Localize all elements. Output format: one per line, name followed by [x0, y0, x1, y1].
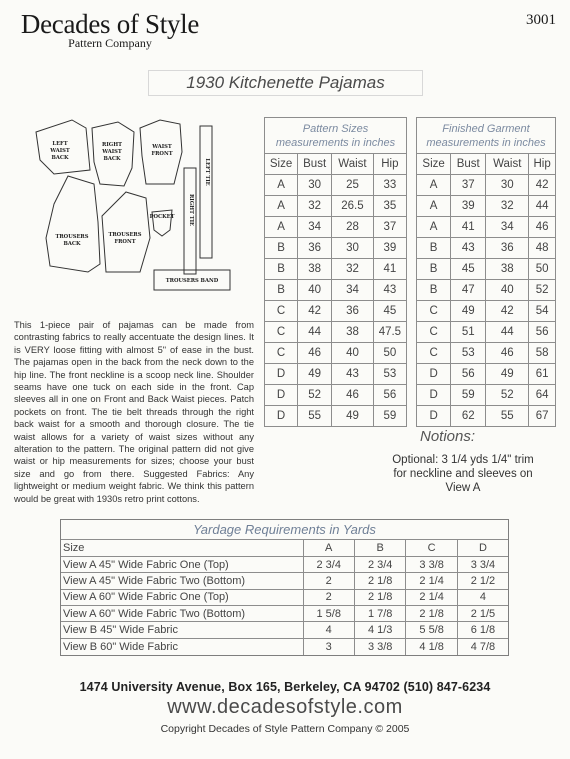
yardage-cell: 3: [303, 638, 354, 654]
notions-text: Optional: 3 1/4 yds 1/4" trim for neckline and sleeves on View A: [392, 454, 534, 494]
yardage-cell: 3 3/4: [457, 556, 508, 572]
finished-garment-table: [416, 117, 556, 427]
column-header: Size: [61, 540, 303, 556]
yardage-table-box: [60, 519, 509, 656]
svg-text:BACK: BACK: [63, 241, 81, 247]
table-cell: 48: [529, 238, 556, 259]
table-row: [265, 364, 407, 385]
table-row: [265, 301, 407, 322]
table-cell: 40: [486, 280, 529, 301]
table-cell: 34: [332, 280, 374, 301]
pattern-sizes-body: [265, 154, 407, 427]
table-cell: C: [417, 322, 451, 343]
copyright: Copyright Decades of Style Pattern Company © 2005: [160, 723, 410, 735]
table-cell: 50: [529, 259, 556, 280]
table-cell: 53: [451, 343, 486, 364]
table-cell: 64: [529, 385, 556, 406]
table-cell: 52: [298, 385, 332, 406]
table-cell: 38: [298, 259, 332, 280]
fabric-label: View A 60" Wide Fabric One (Top): [61, 589, 303, 605]
pattern-sizes-table: [264, 117, 407, 427]
column-header: Hip: [529, 154, 556, 175]
yardage-cell: 2 1/4: [406, 573, 457, 589]
yardage-body: [61, 540, 508, 655]
table-cell: A: [265, 217, 298, 238]
yardage-cell: 2 1/8: [354, 573, 405, 589]
table-cell: 50: [373, 343, 406, 364]
table-cell: 32: [332, 259, 374, 280]
yardage-cell: 4 1/3: [354, 622, 405, 638]
table-cell: 26.5: [332, 196, 374, 217]
table-row: [417, 385, 556, 406]
table-row: [265, 322, 407, 343]
table-cell: 59: [373, 406, 406, 427]
yardage-header-row: [61, 540, 508, 556]
finished-garment-body: [417, 154, 556, 427]
fabric-label: View B 45" Wide Fabric: [61, 622, 303, 638]
table-cell: 49: [298, 364, 332, 385]
svg-text:POCKET: POCKET: [149, 214, 175, 220]
table-cell: 46: [486, 343, 529, 364]
table-cell: A: [417, 196, 451, 217]
table-cell: A: [265, 175, 298, 196]
svg-text:TROUSERS: TROUSERS: [108, 232, 142, 238]
table-cell: 42: [529, 175, 556, 196]
finished-garment-caption: [417, 118, 556, 154]
table-cell: 40: [332, 343, 374, 364]
fabric-label: View A 60" Wide Fabric Two (Bottom): [61, 606, 303, 622]
table-cell: A: [417, 175, 451, 196]
table-row: [417, 322, 556, 343]
yardage-cell: 2 3/4: [354, 556, 405, 572]
yardage-title: Yardage Requirements in Yards: [61, 520, 508, 540]
table-cell: 38: [486, 259, 529, 280]
piece-left-tie: [200, 126, 212, 258]
table-cell: D: [417, 364, 451, 385]
table-cell: 67: [529, 406, 556, 427]
brand-name: Decades of Style: [20, 9, 200, 39]
table-cell: C: [417, 343, 451, 364]
table-row: [417, 406, 556, 427]
yardage-cell: 1 5/8: [303, 606, 354, 622]
table-cell: 42: [486, 301, 529, 322]
yardage-cell: 4: [303, 622, 354, 638]
yardage-row: [61, 638, 508, 654]
svg-text:RIGHT: RIGHT: [102, 142, 122, 148]
yardage-cell: 2 1/8: [354, 589, 405, 605]
table-cell: 36: [486, 238, 529, 259]
table-row: [417, 196, 556, 217]
yardage-cell: 1 7/8: [354, 606, 405, 622]
yardage-cell: 2 1/4: [406, 589, 457, 605]
yardage-cell: 6 1/8: [457, 622, 508, 638]
table-row: [417, 259, 556, 280]
table-cell: 37: [451, 175, 486, 196]
table-cell: 49: [486, 364, 529, 385]
table-cell: 58: [529, 343, 556, 364]
yardage-cell: 4 1/8: [406, 638, 457, 654]
table-cell: 43: [373, 280, 406, 301]
yardage-cell: 3 3/8: [354, 638, 405, 654]
yardage-cell: 2 3/4: [303, 556, 354, 572]
yardage-cell: 2 1/8: [406, 606, 457, 622]
table-cell: 49: [332, 406, 374, 427]
column-header: Size: [265, 154, 298, 175]
column-header: Waist: [486, 154, 529, 175]
table-cell: 34: [298, 217, 332, 238]
pattern-number: 3001: [526, 12, 556, 28]
table-cell: 59: [451, 385, 486, 406]
table-header-row: [265, 154, 407, 175]
table-cell: 39: [451, 196, 486, 217]
fabric-label: View A 45" Wide Fabric Two (Bottom): [61, 573, 303, 589]
svg-text:WAIST: WAIST: [102, 149, 122, 155]
table-row: [265, 385, 407, 406]
table-cell: 61: [529, 364, 556, 385]
yardage-cell: 2 1/2: [457, 573, 508, 589]
table-row: [265, 343, 407, 364]
caption-line-1: Finished Garment: [442, 123, 530, 135]
table-cell: 51: [451, 322, 486, 343]
table-row: [265, 175, 407, 196]
piece-left-waist-back: [36, 120, 90, 174]
piece-trousers-back: [46, 176, 100, 272]
fabric-label: View A 45" Wide Fabric One (Top): [61, 556, 303, 572]
table-cell: 43: [332, 364, 374, 385]
yardage-row: [61, 573, 508, 589]
table-cell: B: [417, 259, 451, 280]
column-header: D: [457, 540, 508, 556]
table-row: [417, 217, 556, 238]
svg-text:RIGHT TIE: RIGHT TIE: [188, 194, 194, 226]
table-cell: 30: [486, 175, 529, 196]
table-cell: 30: [332, 238, 374, 259]
table-cell: A: [265, 196, 298, 217]
table-cell: 46: [298, 343, 332, 364]
table-cell: 52: [486, 385, 529, 406]
table-cell: 25: [332, 175, 374, 196]
table-cell: 45: [373, 301, 406, 322]
table-cell: B: [265, 259, 298, 280]
column-header: B: [354, 540, 405, 556]
table-cell: B: [265, 280, 298, 301]
table-row: [417, 343, 556, 364]
table-cell: 44: [486, 322, 529, 343]
table-row: [417, 280, 556, 301]
fabric-label: View B 60" Wide Fabric: [61, 638, 303, 654]
table-row: [265, 196, 407, 217]
yardage-cell: 3 3/8: [406, 556, 457, 572]
table-cell: 47.5: [373, 322, 406, 343]
table-cell: 56: [529, 322, 556, 343]
table-cell: 46: [332, 385, 374, 406]
table-cell: 45: [451, 259, 486, 280]
svg-text:FRONT: FRONT: [114, 239, 136, 245]
table-row: [417, 301, 556, 322]
yardage-cell: 4: [457, 589, 508, 605]
yardage-cell: 4 7/8: [457, 638, 508, 654]
yardage-row: [61, 606, 508, 622]
table-cell: 28: [332, 217, 374, 238]
table-row: [417, 364, 556, 385]
table-cell: C: [265, 301, 298, 322]
table-cell: 55: [298, 406, 332, 427]
table-cell: 55: [486, 406, 529, 427]
table-cell: 41: [373, 259, 406, 280]
notions-title: Notions:: [420, 428, 476, 445]
column-header: A: [303, 540, 354, 556]
table-row: [265, 406, 407, 427]
caption-line-1: Pattern Sizes: [302, 123, 369, 135]
table-cell: 36: [298, 238, 332, 259]
brand-logo: [10, 10, 210, 51]
table-cell: 34: [486, 217, 529, 238]
table-cell: 46: [529, 217, 556, 238]
address: 1474 University Avenue, Box 165, Berkeley, CA 94702 (510) 847-6234: [79, 680, 491, 694]
table-cell: A: [417, 217, 451, 238]
table-cell: 43: [451, 238, 486, 259]
svg-text:BACK: BACK: [51, 155, 69, 161]
table-cell: 52: [529, 280, 556, 301]
table-cell: 56: [451, 364, 486, 385]
column-header: Waist: [332, 154, 374, 175]
svg-text:BACK: BACK: [103, 156, 121, 162]
table-cell: 40: [298, 280, 332, 301]
column-header: Bust: [298, 154, 332, 175]
svg-text:FRONT: FRONT: [151, 151, 173, 157]
table-row: [265, 259, 407, 280]
table-cell: 41: [451, 217, 486, 238]
svg-text:LEFT: LEFT: [52, 141, 68, 147]
yardage-row: [61, 589, 508, 605]
yardage-cell: 2: [303, 589, 354, 605]
column-header: C: [406, 540, 457, 556]
table-cell: 37: [373, 217, 406, 238]
table-cell: 53: [373, 364, 406, 385]
table-cell: C: [417, 301, 451, 322]
table-cell: 32: [486, 196, 529, 217]
yardage-table: [61, 540, 508, 655]
yardage-cell: 2: [303, 573, 354, 589]
table-cell: 42: [298, 301, 332, 322]
table-header-row: [417, 154, 556, 175]
caption-line-2: measurements in inches: [426, 137, 546, 149]
website-link[interactable]: www.decadesofstyle.com: [167, 696, 403, 718]
table-cell: 32: [298, 196, 332, 217]
svg-text:WAIST: WAIST: [152, 144, 172, 150]
table-row: [265, 238, 407, 259]
table-cell: D: [417, 406, 451, 427]
yardage-cell: 2 1/5: [457, 606, 508, 622]
table-cell: 56: [373, 385, 406, 406]
yardage-cell: 5 5/8: [406, 622, 457, 638]
yardage-row: [61, 556, 508, 572]
table-cell: D: [265, 406, 298, 427]
table-cell: 36: [332, 301, 374, 322]
table-cell: 39: [373, 238, 406, 259]
table-cell: C: [265, 343, 298, 364]
svg-text:WAIST: WAIST: [50, 148, 70, 154]
description-text: This 1-piece pair of pajamas can be made from contrasting fabrics to really accentuate the design lines. It is VERY loose fitting with almost 5" of ease in the bust. The pajamas open in the back from the neck down to the hip line. The front neckline is a scoop neck line. Shoulder seams have one tuck on each side in the front. Cap sleeves all in one on Front and Back Waist pieces. Patch pockets on front. The tie belt threads through the right back waist for a smooth and thorough closure. The tie waist allows for a variety of waist sizes without any alteration to the pattern. The original pattern did not give waist or hip measurements for sizes; choose your bust size and go from there. Suggested Fabrics: Any lightweight or medium weight fabric. We think this pattern would be great with 1930s retro print cottons.: [14, 320, 254, 504]
table-cell: D: [417, 385, 451, 406]
pattern-sizes-caption: [265, 118, 407, 154]
table-cell: D: [265, 364, 298, 385]
svg-text:LEFT TIE: LEFT TIE: [204, 158, 210, 186]
page-title: 1930 Kitchenette Pajamas: [148, 70, 423, 96]
svg-text:TROUSERS: TROUSERS: [55, 234, 89, 240]
table-cell: B: [265, 238, 298, 259]
table-cell: 49: [451, 301, 486, 322]
table-cell: 38: [332, 322, 374, 343]
caption-line-2: measurements in inches: [275, 137, 396, 149]
table-cell: 44: [529, 196, 556, 217]
table-row: [417, 238, 556, 259]
svg-text:TROUSERS BAND: TROUSERS BAND: [165, 278, 219, 284]
table-cell: D: [265, 385, 298, 406]
yardage-row: [61, 622, 508, 638]
table-cell: 54: [529, 301, 556, 322]
brand-subtitle: Pattern Company: [68, 36, 152, 50]
table-cell: 44: [298, 322, 332, 343]
column-header: Hip: [373, 154, 406, 175]
table-cell: 33: [373, 175, 406, 196]
table-row: [265, 280, 407, 301]
pattern-pieces-drawing: [14, 112, 252, 308]
table-cell: 62: [451, 406, 486, 427]
table-cell: B: [417, 280, 451, 301]
table-cell: 47: [451, 280, 486, 301]
column-header: Bust: [451, 154, 486, 175]
table-row: [417, 175, 556, 196]
table-cell: B: [417, 238, 451, 259]
table-cell: 35: [373, 196, 406, 217]
table-cell: 30: [298, 175, 332, 196]
column-header: Size: [417, 154, 451, 175]
table-row: [265, 217, 407, 238]
table-cell: C: [265, 322, 298, 343]
